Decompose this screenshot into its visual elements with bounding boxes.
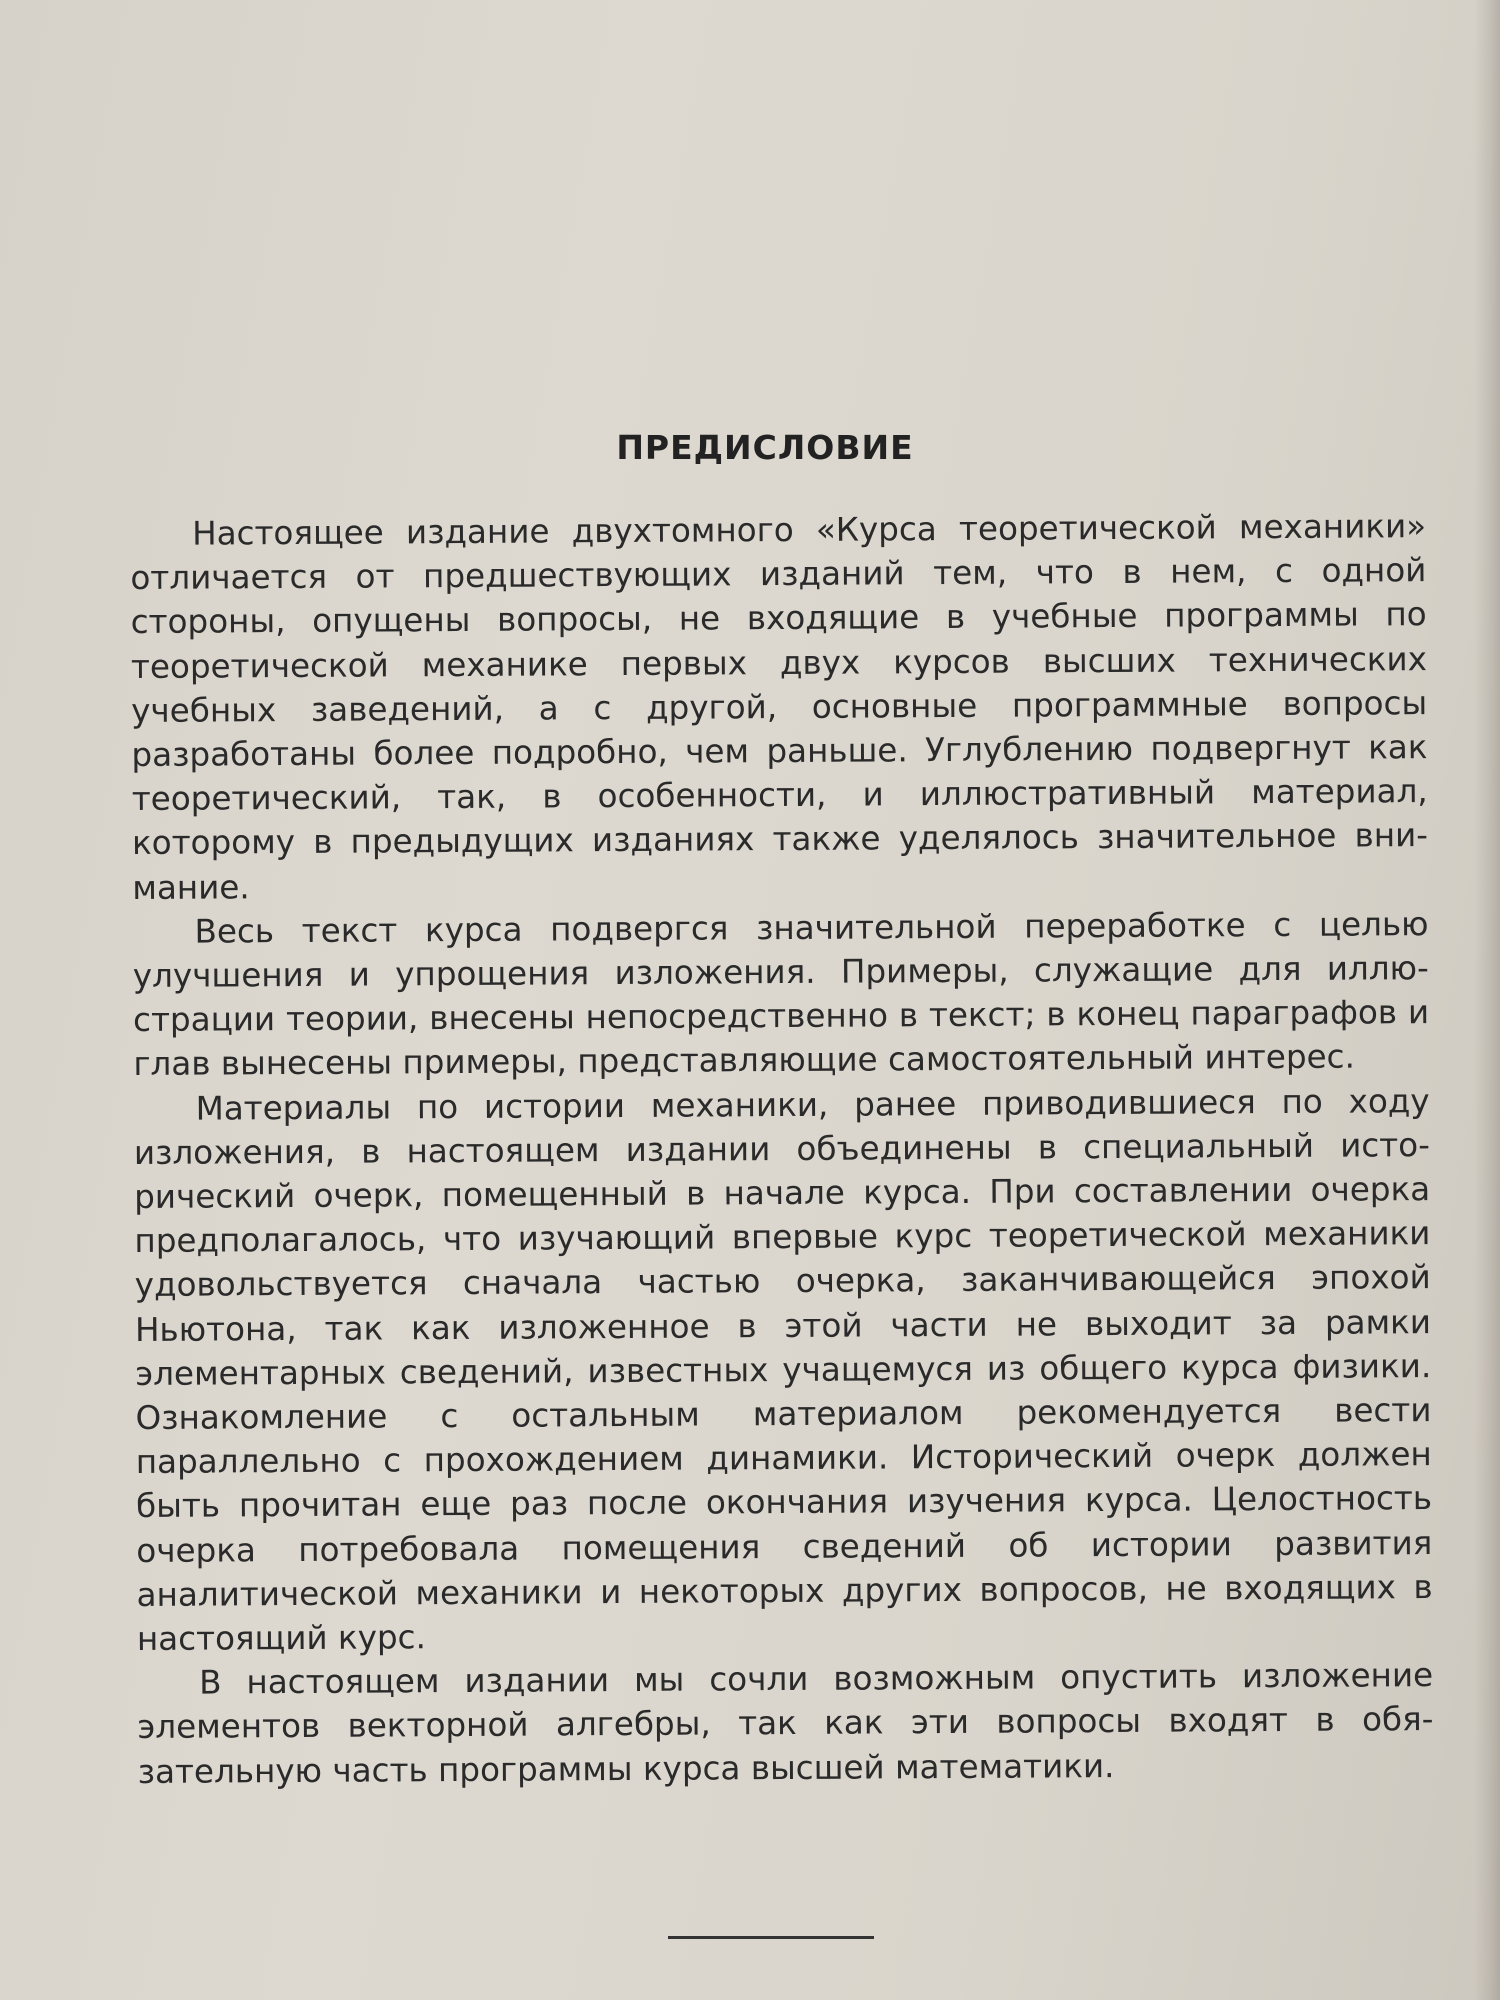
- paragraph-1: Настоящее издание двухтомного «Курса теоретической механики» отличается от предшествующих изданий тем, что в нем, с одной стороны, опущены вопросы, не входящие в учебные программы по теоретической механике первых двух курсов высших технических учебных заведений, а с другой, основные программные вопросы разработаны более подробно, чем раньше. Углублению подвергнут как теоретический, так, в особенности, и иллюстративный материал, которому в предыдущих изданиях также уделялось значительное внимание.: [130, 507, 1429, 907]
- page-title: ПРЕДИСЛОВИЕ: [616, 428, 914, 467]
- paragraph-3: Материалы по истории механики, ранее приводившиеся по ходу изложения, в настоящем издании объединены в специальный исторический очерк, помещенный в начале курса. При составлении очерка предполагалось, что изучающий впервые курс теоретической механики удовольствуется сначала частью очерка, заканчивающейся эпохой Ньютона, так как изложенное в этой части не выходит за рамки элементарных сведений, известных учащемуся из общего курса физики. Ознакомление с остальным материалом рекомендуется вести параллельно с прохождением динамики. Исторический очерк должен быть прочитан еще раз после окончания изучения курса. Целостность очерка потребовала помещения сведений об истории развития аналитической механики и некоторых других вопросов, не входящих в настоящий курс.: [133, 1081, 1433, 1659]
- paragraph-4: В настоящем издании мы сочли возможным опустить изложение элементов векторной алгебры, так как эти вопросы входят в обязательную часть программы курса высшей математики.: [137, 1656, 1434, 1791]
- page-edge-shadow: [1474, 0, 1500, 2000]
- body-text: [130, 504, 1434, 1794]
- closing-rule: [668, 1936, 874, 1939]
- paragraph-2: Весь текст курса подвергся значительной переработке с целью улучшения и упрощения изложения. Примеры, служащие для иллюстрации теории, внесены непосредственно в текст; в конец параграфов и глав вынесены примеры, представляющие самостоятельный интерес.: [132, 904, 1430, 1084]
